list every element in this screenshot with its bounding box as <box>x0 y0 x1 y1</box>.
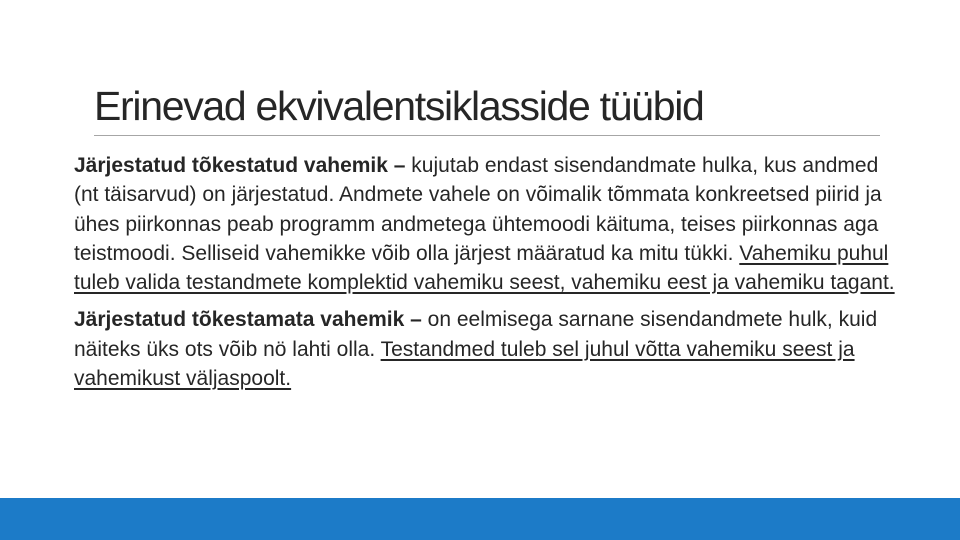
paragraph-ordered-unbounded-range <box>74 305 904 393</box>
footer-bar <box>0 498 960 540</box>
title-divider <box>94 135 880 136</box>
slide-body <box>74 151 904 393</box>
paragraph-ordered-bounded-range <box>74 151 904 297</box>
paragraph-text: kujutab endast sisendandmate hulka, kus andmed (nt täisarvud) on järjestatud. Andmete vahele on võimalik tõmmata konkreetsed piirid ja ühes piirkonnas peab programm andmetega ühtemoodi käituma, teises piirkonnas aga teistmoodi. Selliseid vahemikke võib olla järjest määratud ka mitu tükki. <box>74 154 882 265</box>
term-ordered-bounded-range: Järjestatud tõkestatud vahemik – <box>74 154 406 177</box>
paragraph-underlined-text: Vahemiku puhul tuleb valida testandmete komplektid vahemiku seest, vahemiku eest ja vahemiku tagant. <box>74 241 895 295</box>
paragraph-underlined-text: Testandmed tuleb sel juhul võtta vahemiku seest ja vahemikust väljaspoolt. <box>74 337 855 391</box>
term-ordered-unbounded-range: Järjestatud tõkestamata vahemik – <box>74 308 422 332</box>
slide-title: Erinevad ekvivalentsiklasside tüübid <box>94 83 704 129</box>
paragraph-text: on eelmisega sarnane sisendandmete hulk, kuid näiteks üks ots võib nö lahti olla. <box>74 308 878 361</box>
